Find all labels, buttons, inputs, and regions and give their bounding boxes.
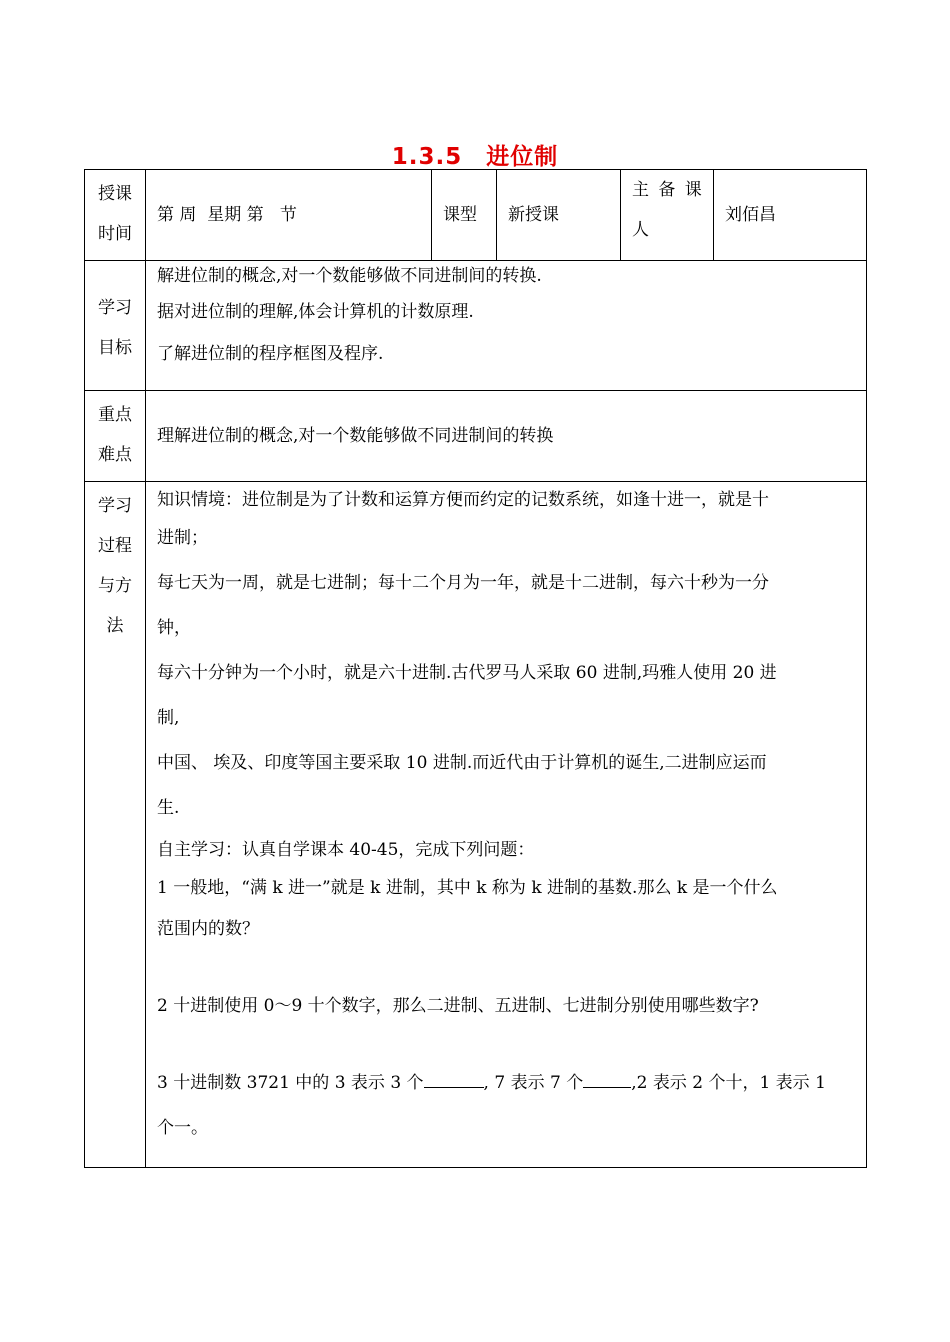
question-3-cont: 个一。 <box>157 1118 208 1138</box>
preparer-value: 刘佰昌 <box>714 170 867 261</box>
process-label: 学习 过程 与方 法 <box>85 482 146 1168</box>
question-2: 2 十进制使用 0～9 十个数字，那么二进制、五进制、七进制分别使用哪些数字? <box>157 996 759 1016</box>
goals-row <box>85 261 867 391</box>
goal-item: 据对进位制的理解,体会计算机的计数原理. <box>157 302 474 322</box>
key-points-label: 重点 难点 <box>85 391 146 482</box>
blank-line <box>583 1072 631 1088</box>
question-1-cont: 范围内的数？ <box>157 919 259 939</box>
goal-item: 了解进位制的程序框图及程序. <box>157 344 384 364</box>
header-row <box>85 170 867 261</box>
blank-line <box>424 1072 484 1088</box>
paragraph-line: 自主学习：认真自学课本 40-45，完成下列问题： <box>157 840 535 860</box>
process-row <box>85 482 867 1168</box>
paragraph-line: 每六十分钟为一个小时，就是六十进制.古代罗马人采取 60 进制,玛雅人使用 20 进 <box>157 663 777 683</box>
time-label: 授课 时间 <box>85 170 146 261</box>
goals-content <box>146 261 867 391</box>
document-title: 1.3.5 进位制 <box>391 144 559 170</box>
preparer-label: 主 备 课 人 <box>621 170 714 261</box>
key-points-row <box>85 391 867 482</box>
type-value: 新授课 <box>497 170 621 261</box>
paragraph-line: 知识情境：进位制是为了计数和运算方便而约定的记数系统，如逢十进一，就是十 <box>157 490 769 510</box>
paragraph-line: 钟， <box>157 618 191 638</box>
type-label: 课型 <box>432 170 497 261</box>
process-content <box>146 482 867 1168</box>
paragraph-line: 进制； <box>157 528 208 548</box>
question-3: 3 十进制数 3721 中的 3 表示 3 个 , 7 表示 7 个 ,2 表示 2 个十，1 表示 1 <box>157 1073 826 1093</box>
question-1: 1 一般地，“满 k 进一”就是 k 进制，其中 k 称为 k 进制的基数.那么 k 是一个什么 <box>157 878 778 898</box>
time-value: 第 周 星期 第 节 <box>146 170 432 261</box>
goal-item: 解进位制的概念,对一个数能够做不同进制间的转换. <box>157 266 542 286</box>
paragraph-line: 制, <box>157 708 180 728</box>
paragraph-line: 生. <box>157 798 180 818</box>
paragraph-line: 每七天为一周，就是七进制；每十二个月为一年，就是十二进制，每六十秒为一分 <box>157 573 769 593</box>
key-points-content: 理解进位制的概念,对一个数能够做不同进制间的转换 <box>146 391 867 482</box>
goals-label: 学习 目标 <box>85 261 146 391</box>
paragraph-line: 中国、 埃及、印度等国主要采取 10 进制.而近代由于计算机的诞生,二进制应运而 <box>157 753 767 773</box>
lesson-plan-table <box>84 169 867 1168</box>
